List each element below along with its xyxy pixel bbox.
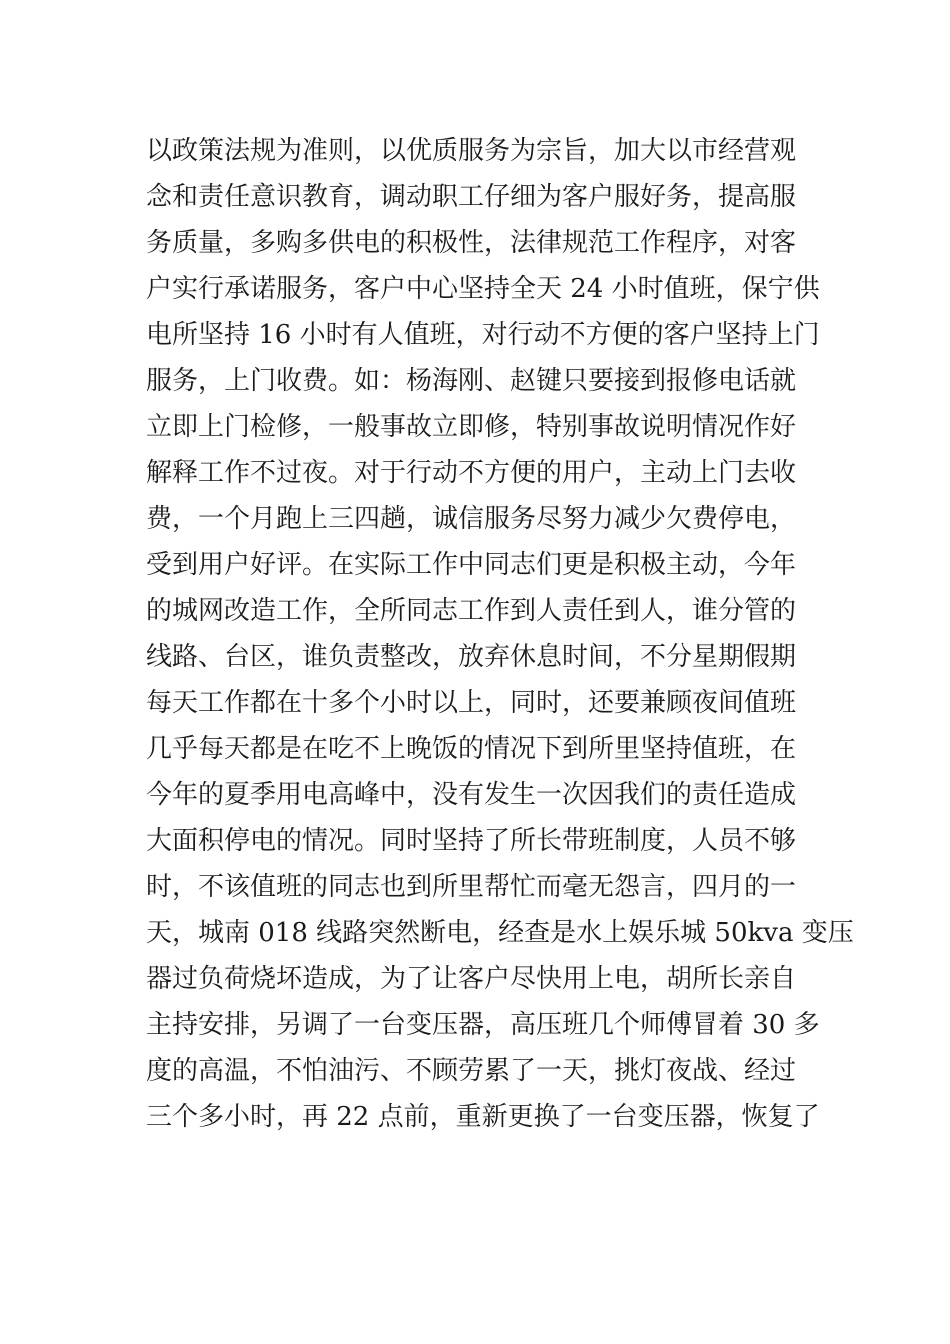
text-line: 费，一个月跑上三四趟，诚信服务尽努力减少欠费停电， — [146, 504, 797, 534]
text-line: 大面积停电的情况。同时坚持了所长带班制度，人员不够 — [146, 826, 797, 856]
text-line: 几乎每天都是在吃不上晚饭的情况下到所里坚持值班，在 — [146, 734, 797, 764]
text-line: 天，城南 018 线路突然断电，经查是水上娱乐城 50kva 变压 — [146, 918, 854, 948]
text-line: 解释工作不过夜。对于行动不方便的用户，主动上门去收 — [146, 458, 797, 488]
text-line: 以政策法规为准则，以优质服务为宗旨，加大以市经营观 — [146, 136, 797, 166]
text-line: 每天工作都在十多个小时以上，同时，还要兼顾夜间值班 — [146, 688, 797, 718]
body-text — [146, 128, 854, 1140]
text-line: 务质量，多购多供电的积极性，法律规范工作程序，对客 — [146, 228, 797, 258]
text-line: 今年的夏季用电高峰中，没有发生一次因我们的责任造成 — [146, 780, 797, 810]
text-line: 线路、台区，谁负责整改，放弃休息时间，不分星期假期 — [146, 642, 797, 672]
text-line: 念和责任意识教育，调动职工仔细为客户服好务，提高服 — [146, 182, 797, 212]
text-line: 服务，上门收费。如：杨海刚、赵键只要接到报修电话就 — [146, 366, 797, 396]
text-line: 度的高温，不怕油污、不顾劳累了一天，挑灯夜战、经过 — [146, 1056, 797, 1086]
text-line: 三个多小时，再 22 点前，重新更换了一台变压器，恢复了 — [146, 1102, 820, 1132]
text-line: 主持安排，另调了一台变压器，高压班几个师傅冒着 30 多 — [146, 1010, 820, 1040]
text-line: 器过负荷烧坏造成，为了让客户尽快用上电，胡所长亲自 — [146, 964, 797, 994]
text-line: 受到用户好评。在实际工作中同志们更是积极主动，今年 — [146, 550, 797, 580]
text-line: 的城网改造工作，全所同志工作到人责任到人，谁分管的 — [146, 596, 797, 626]
text-line: 立即上门检修，一般事故立即修，特别事故说明情况作好 — [146, 412, 797, 442]
text-line: 时，不该值班的同志也到所里帮忙而毫无怨言，四月的一 — [146, 872, 797, 902]
text-line: 户实行承诺服务，客户中心坚持全天 24 小时值班，保宁供 — [146, 274, 820, 304]
text-line: 电所坚持 16 小时有人值班，对行动不方便的客户坚持上门 — [146, 320, 820, 350]
